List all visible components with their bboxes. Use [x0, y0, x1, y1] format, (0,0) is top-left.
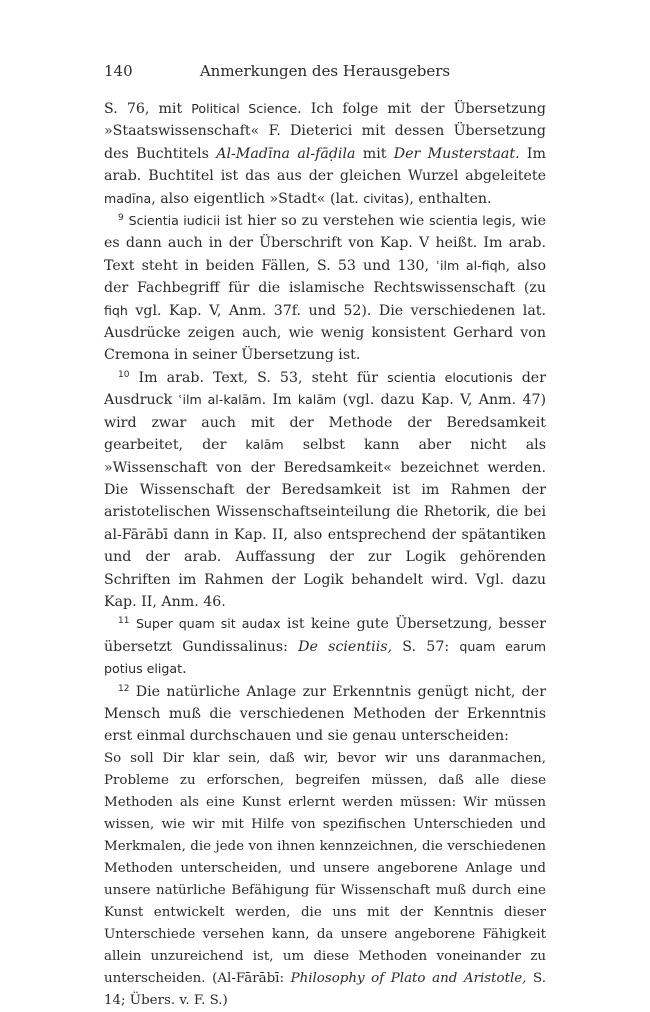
text-run: So soll Dir klar sein, daß wir, bevor wir uns daranmachen, Probleme zu erforschen, begreifen müssen, daß alle diese Methoden als eine Kunst erlernt werden müssen: Wir müssen wissen, wie wir mit Hilfe von spezifischen Unterschieden und Merkmalen, die jede von ihnen kennzeichnen, die verschiedenen Methoden unterscheiden, und unsere angeborene Anlage und unsere natürliche Befähigung für Wissenschaft muß durch eine Kunst entwickelt werden, die uns mit der Kenntnis dieser Unterschiede versehen kann, da unsere angeborene Fähigkeit allein unzureichend ist, um diese Methoden voneinander zu unterscheiden. (Al-Fārābī: [104, 750, 546, 986]
text-run: S. 57: [392, 638, 460, 655]
note-10 [104, 367, 546, 613]
term: Scientia iudicii [128, 213, 221, 229]
term: Political Science [191, 101, 298, 116]
text-run: . [182, 661, 187, 678]
text-run: mit [355, 145, 394, 162]
term: civitas [363, 190, 404, 206]
text-run: selbst kann aber nicht als »Wissenschaft von der Beredsamkeit« bezeichnet werden. Die Wissenschaft der Beredsamkeit ist im Rahmen der aristotelischen Wissenschaftseinteilung die Rhetorik, die bei al-Fārābī dann in Kap. II, also entsprechend der spätantiken und der arab. Auffassung der zur Logik gehörenden Schriften im Rahmen der Logik behandelt wird. Vgl. dazu Kap. II, Anm. 46. [104, 437, 546, 610]
book-title: Al-Madīna al-fāḍila [216, 145, 356, 162]
term: Super quam sit audax [135, 616, 281, 632]
text-run: Die natürliche Anlage zur Erkenntnis genügt nicht, der Mensch muß die verschiedenen Methoden der Erkenntnis erst einmal durchschauen und sie genau unterscheiden: [104, 683, 546, 745]
text-run: S. 76, mit [104, 101, 192, 117]
text-run: . Ich folge mit der Übersetzung »Staatswissenschaft« F. Dieterici mit dessen Übersetzung des Buchtitels [104, 101, 547, 162]
note-11 [104, 613, 546, 680]
text-run: S. 14; Übers. v. F. S.) [104, 970, 546, 1008]
text-run: ), enthalten. [403, 190, 492, 207]
page-number: 140 [104, 62, 133, 80]
note-number: 12 [118, 683, 130, 694]
term: kalām [245, 437, 284, 453]
term: kalām [297, 392, 337, 408]
note-12 [104, 681, 546, 748]
term: fiqh [104, 302, 128, 318]
text-run: ist hier so zu verstehen wie [220, 213, 430, 230]
text-run: ist keine gute Übersetzung, besser übersetzt Gundissalinus: [104, 616, 546, 655]
text-run: Im arab. Text, S. 53, steht für [129, 369, 388, 386]
page-header [104, 62, 546, 84]
text-run: , also eigentlich »Stadt« (lat. [151, 190, 364, 207]
term: scientia legis [429, 213, 512, 229]
text-run: vgl. Kap. V, Anm. 37f. und 52). Die verschiedenen lat. Ausdrücke zeigen auch, wie wenig konsistent Gerhard von Cremona in seiner Übersetzung ist. [104, 302, 546, 364]
block-quote [104, 748, 546, 1012]
term: scientia elocutionis [387, 369, 513, 385]
book-title: Der Musterstaat [393, 145, 516, 162]
text-run: der Ausdruck [104, 369, 546, 409]
book-title: De scientiis, [298, 638, 393, 655]
term: madīna [104, 190, 152, 206]
term: ʿilm al-fiqh [436, 257, 506, 273]
text-run: . Im [261, 392, 298, 409]
term: ʿilm al-kalām [178, 392, 262, 408]
note-number: 10 [118, 369, 130, 380]
text-run: . Im arab. Buchtitel ist das aus der gleichen Wurzel abgeleitete [104, 145, 546, 185]
note-9 [104, 210, 546, 367]
term: quam earum potius eligat [104, 638, 546, 677]
notes-body [104, 98, 546, 1012]
text-run: (vgl. dazu Kap. V, Anm. 47) wird zwar auch mit der Methode der Beredsamkeit gearbeitet, der [104, 392, 547, 454]
paragraph-continuation [104, 98, 546, 210]
text-run: , wie es dann auch in der Überschrift von Kap. V heißt. Im arab. Text steht in beiden Fällen, S. 53 und 130, [104, 213, 546, 274]
text-run: , also der Fachbegriff für die islamische Rechtswissenschaft (zu [104, 257, 546, 297]
book-title: Philosophy of Plato and Aristotle, [290, 970, 527, 986]
note-number: 9 [118, 213, 124, 224]
note-number: 11 [118, 616, 130, 627]
running-title: Anmerkungen des Herausgebers [199, 62, 451, 80]
